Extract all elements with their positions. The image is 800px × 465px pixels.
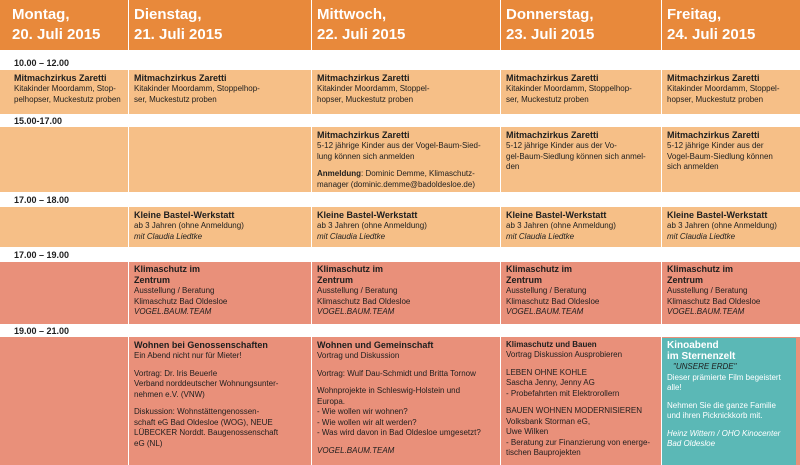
- event-zirkus2-thursday: Mitmachzirkus Zaretti 5-12 jährige Kinder aus der Vo- gel-Baum-Siedlung können sich anmel- den: [506, 130, 646, 171]
- event-zirkus2-wednesday: Mitmachzirkus Zaretti 5-12 jährige Kinder aus der Vogel-Baum-Sied- lung können sich anmelden Anmeldung: Dominic Demme, Klimaschutz- manager (dominic.demme@badoldesloe.de): [317, 130, 481, 189]
- time-slot-label: 10.00 – 12.00: [14, 58, 70, 68]
- day-header-tuesday: [134, 0, 222, 50]
- day-date: 22. Juli 2015: [317, 26, 406, 43]
- day-name: Mittwoch,: [317, 6, 387, 23]
- time-slot-label: 17.00 – 19.00: [14, 250, 70, 260]
- day-name: Montag,: [12, 6, 70, 23]
- day-header-monday: [12, 0, 100, 50]
- day-date: 23. Juli 2015: [506, 26, 595, 43]
- day-date: 24. Juli 2015: [667, 26, 756, 43]
- event-evening-friday: Kinoabend im Sternenzelt "UNSERE ERDE" Dieser prämierte Film begeistert alle! Nehmen Sie die ganze Familie und ihren Picknickkorb mit. Heinz Wittern / OHO Kinocenter Bad Oldesloe: [667, 340, 781, 448]
- time-slot-label: 17.00 – 18.00: [14, 195, 70, 205]
- event-klima-thursday: Klimaschutz im Zentrum Ausstellung / Beratung Klimaschutz Bad Oldesloe VOGEL.BAUM.TEAM: [506, 264, 600, 316]
- event-evening-tuesday: Wohnen bei Genossenschaften Ein Abend nicht nur für Mieter! Vortrag: Dr. Iris Beuerle Verband norddeutscher Wohnungsunter- nehmen e.V. (VNW) Diskussion: Wohnstättengenossen- schaft eG Bad Oldesloe (WOG), NEUE LÜBECKER Norddt. Baugenossenschaft eG (NL): [134, 340, 279, 448]
- column-divider: [311, 0, 312, 465]
- day-name: Donnerstag,: [506, 6, 594, 23]
- time-slot-label: 19.00 – 21.00: [14, 326, 70, 336]
- day-header-wednesday: [317, 0, 405, 50]
- column-divider: [661, 0, 662, 465]
- event-klima-tuesday: Klimaschutz im Zentrum Ausstellung / Beratung Klimaschutz Bad Oldesloe VOGEL.BAUM.TEAM: [134, 264, 228, 316]
- event-bastel-thursday: Kleine Bastel-Werkstatt ab 3 Jahren (ohne Anmeldung) mit Claudia Liedtke: [506, 210, 616, 241]
- event-evening-thursday: Klimaschutz und Bauen Vortrag Diskussion Ausprobieren LEBEN OHNE KOHLE Sascha Jenny, Jenny AG - Probefahrten mit Elektrorollern BAUEN WOHNEN MODERNISIEREN Volksbank Storman eG, Uwe Wilken - Beratung zur Finanzierung von energe- tischen Bauprojekten: [506, 340, 651, 457]
- day-name: Dienstag,: [134, 6, 202, 23]
- day-name: Freitag,: [667, 6, 722, 23]
- event-zirkus2-friday: Mitmachzirkus Zaretti 5-12 jährige Kinder aus der Vogel-Baum-Siedlung können sich anmelden: [667, 130, 773, 171]
- day-header-friday: [667, 0, 755, 50]
- event-klima-wednesday: Klimaschutz im Zentrum Ausstellung / Beratung Klimaschutz Bad Oldesloe VOGEL.BAUM.TEAM: [317, 264, 411, 316]
- event-bastel-friday: Kleine Bastel-Werkstatt ab 3 Jahren (ohne Anmeldung) mit Claudia Liedtke: [667, 210, 777, 241]
- event-zirkus-friday: Mitmachzirkus Zaretti Kitakinder Moordamm, Stoppel- hopser, Muckestutz proben: [667, 73, 780, 104]
- column-divider: [500, 0, 501, 465]
- event-zirkus-wednesday: Mitmachzirkus Zaretti Kitakinder Moordamm, Stoppel- hopser, Muckestutz proben: [317, 73, 430, 104]
- day-header-thursday: [506, 0, 594, 50]
- event-zirkus-thursday: Mitmachzirkus Zaretti Kitakinder Moordamm, Stoppelhop- ser, Muckestutz proben: [506, 73, 632, 104]
- event-klima-friday: Klimaschutz im Zentrum Ausstellung / Beratung Klimaschutz Bad Oldesloe VOGEL.BAUM.TEAM: [667, 264, 761, 316]
- event-zirkus-tuesday: Mitmachzirkus Zaretti Kitakinder Moordamm, Stoppelhop- ser, Muckestutz proben: [134, 73, 260, 104]
- event-zirkus-monday: Mitmachzirkus Zaretti Kitakinder Moordamm, Stop- pelhopser, Muckestutz proben: [14, 73, 121, 104]
- day-date: 20. Juli 2015: [12, 26, 101, 43]
- event-bastel-wednesday: Kleine Bastel-Werkstatt ab 3 Jahren (ohne Anmeldung) mit Claudia Liedtke: [317, 210, 427, 241]
- event-bastel-tuesday: Kleine Bastel-Werkstatt ab 3 Jahren (ohne Anmeldung) mit Claudia Liedtke: [134, 210, 244, 241]
- event-evening-wednesday: Wohnen und Gemeinschaft Vortrag und Diskussion Vortrag: Wulf Dau-Schmidt und Britta Tornow Wohnprojekte in Schleswig-Holstein und Europa. - Wie wollen wir wohnen? - Wie wollen wir alt werden? - Was wird davon in Bad Oldesloe umgesetzt? VOGEL.BAUM.TEAM: [317, 340, 481, 455]
- time-slot-label: 15.00-17.00: [14, 116, 63, 126]
- day-date: 21. Juli 2015: [134, 26, 223, 43]
- column-divider: [128, 0, 129, 465]
